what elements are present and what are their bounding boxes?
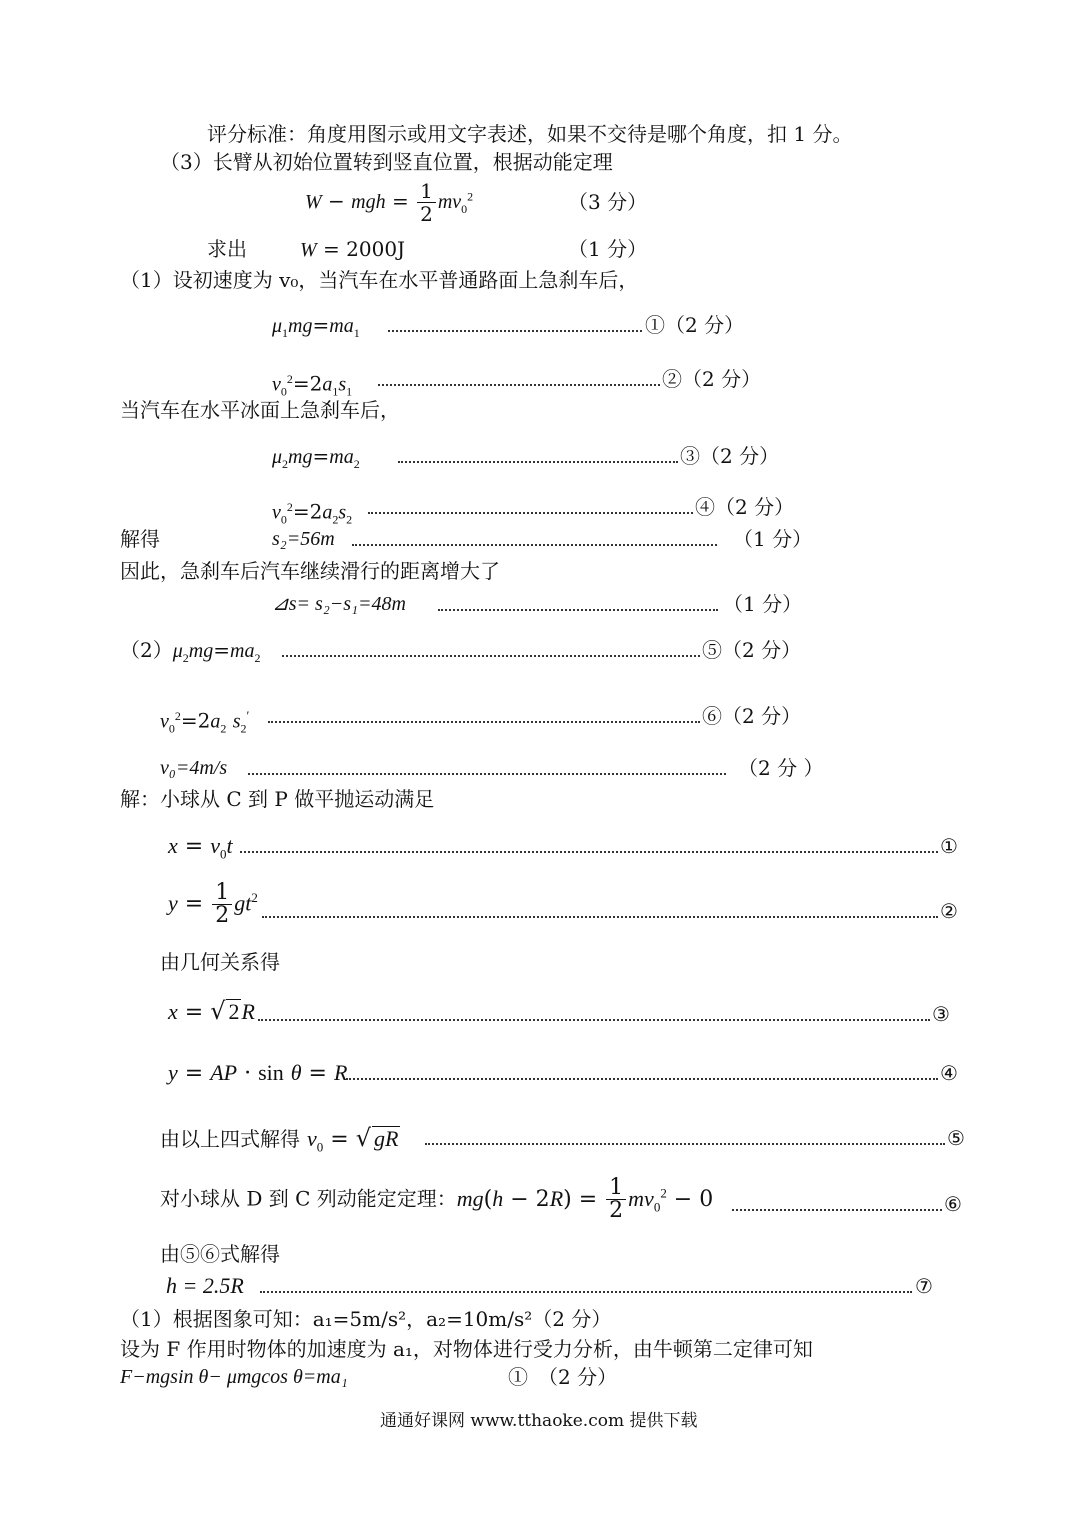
ball-eq1-tag: ① [940, 834, 958, 858]
ball-eq2-tag: ② [940, 899, 958, 923]
car-eq3: $\mu_2mg=ma_2$ [272, 444, 360, 471]
car-part2-eq5: $(2)\mu_2mg=ma_2$ [120, 638, 261, 665]
ball-h-result: h = 2.5R [166, 1273, 244, 1298]
car-ice-intro: 当汽车在水平冰面上急刹车后， [120, 398, 400, 422]
ball-intro: 解：小球从 C 到 P 做平抛运动满足 [120, 787, 435, 811]
ball-from56-label: 由⑤⑥式解得 [160, 1242, 280, 1266]
score-note: 评分标准：角度用图示或用文字表述，如果不交待是哪个角度，扣 1 分。 [207, 122, 853, 146]
car-eq1: $\mu_1mg=ma_1$ [272, 313, 360, 340]
leader-dots [262, 916, 938, 918]
ball-eq4-tag: ④ [940, 1061, 958, 1085]
ball-eq3: x = √ 2R [168, 997, 255, 1025]
leader-dots [260, 1291, 912, 1293]
ball-eq2: y = $\frac{1}{2}$ $gt^2$ [168, 880, 258, 928]
leader-dots [248, 773, 726, 775]
ball-eq5-tag: ⑤ [947, 1126, 965, 1150]
leader-dots [368, 512, 693, 514]
part3-result-value: = 2000J [323, 237, 406, 261]
leader-dots [268, 721, 700, 723]
ball-eq5: 由以上四式解得 $v_0$ = √ gR [160, 1124, 399, 1155]
incline-line2: 设为 F 作用时物体的加速度为 a₁，对物体进行受力分析，由牛顿第二定律可知 [120, 1337, 813, 1361]
ball-energy-label: 对小球从 D 到 C 列动能定定理： [160, 1186, 457, 1211]
car-eq5-tag: ⑤（2 分） [702, 638, 802, 662]
incline-line1: （1）根据图象可知：a₁=5m/s²，a₂=10m/s²（2 分） [120, 1307, 612, 1331]
part3-equation: W − mgh = $\frac{1}{2}$ $mv_0^2$ [305, 179, 474, 226]
part3-result: W = 2000J [300, 237, 406, 261]
part3-result-score: （1 分） [568, 237, 648, 261]
leader-dots [388, 330, 642, 332]
part3-heading: （3）长臂从初始位置转到竖直位置，根据动能定理 [160, 150, 613, 174]
car-v0: v₀=4m/s [160, 757, 228, 779]
car-eq1-tag: ①（2 分） [645, 313, 745, 337]
car-conclusion: 因此，急刹车后汽车继续滑行的距离增大了 [120, 559, 500, 583]
leader-dots [352, 544, 717, 546]
leader-dots [438, 609, 718, 611]
ball-eq7-tag: ⑦ [915, 1274, 933, 1298]
ball-eq4: y = AP · sin θ = R [168, 1060, 348, 1086]
part3-solve-label: 求出 [207, 237, 247, 261]
leader-dots [378, 384, 660, 386]
car-eq6: $v_0^2=2a_2$ $s_2'$ [160, 708, 250, 736]
car-eq6-tag: ⑥（2 分） [702, 704, 802, 728]
car-solve-label: 解得 [120, 527, 160, 551]
car-delta-s-tag: （1 分） [723, 592, 803, 616]
ball-eq6-tag: ⑥ [944, 1192, 962, 1216]
leader-dots [258, 1019, 930, 1021]
leader-dots [282, 655, 700, 657]
car-eq4-tag: ④（2 分） [695, 495, 795, 519]
footer: 通通好课网 www.tthaoke.com 提供下载 [380, 1411, 698, 1431]
leader-dots [346, 1078, 938, 1080]
ball-four-label: 由以上四式解得 [160, 1127, 300, 1151]
car-eq2: $v_0^2=2a_1s_1$ [272, 371, 353, 399]
ball-eq6: 对小球从 D 到 C 列动能定定理：mg(h − 2R) = $\frac{1}{2}$ $mv_0^2 - 0$ [160, 1175, 714, 1223]
leader-dots [398, 461, 678, 463]
incline-line3: F−mgsin θ− μmgcos θ=ma₁ [120, 1366, 348, 1388]
car-s2-tag: （1 分） [733, 527, 813, 551]
car-eq4: $v_0^2=2a_2s_2$ [272, 499, 353, 527]
car-s2: s₂=56m [272, 528, 335, 550]
car-eq2-tag: ②（2 分） [662, 367, 762, 391]
part3-equation-score: （3 分） [568, 190, 648, 214]
leader-dots [240, 851, 938, 853]
ball-geometry-label: 由几何关系得 [160, 950, 280, 974]
leader-dots [732, 1209, 942, 1211]
car-v0-tag: （2 分 ） [738, 756, 824, 780]
leader-dots [425, 1143, 945, 1145]
car-eq3-tag: ③（2 分） [680, 444, 780, 468]
car-part2-prefix: （2） [120, 638, 173, 662]
ball-eq1: $x = v_0t$ [168, 833, 233, 862]
incline-line3-tag: ① （2 分） [508, 1365, 618, 1389]
ball-eq3-tag: ③ [932, 1002, 950, 1026]
car-intro: （1）设初速度为 v₀，当汽车在水平普通路面上急刹车后， [120, 268, 639, 292]
car-delta-s: ⊿s= s₂−s₁=48m [272, 593, 406, 615]
